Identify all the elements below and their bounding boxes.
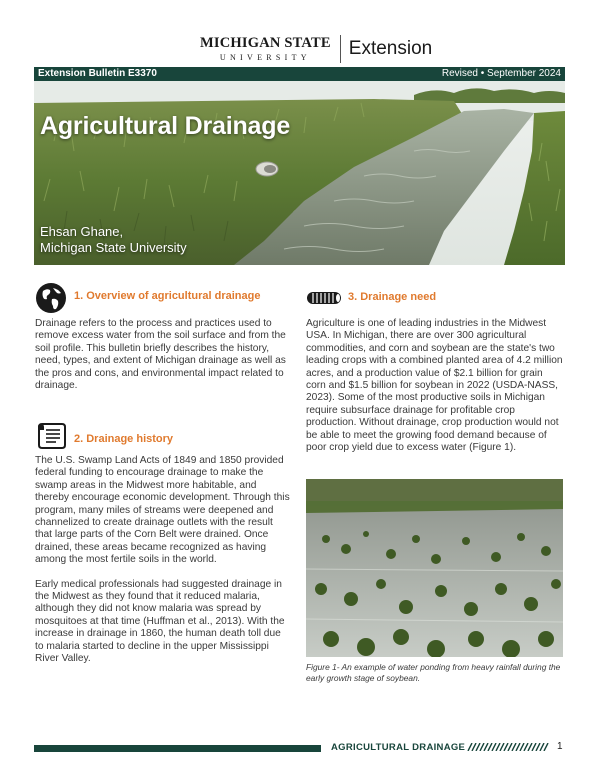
figure1-image: [306, 479, 563, 657]
msu-extension-logo: [200, 33, 432, 65]
flooded-soybean-field-photo: [306, 479, 563, 657]
section2-body: [35, 455, 291, 666]
bulletin-number: Extension Bulletin E3370: [38, 68, 157, 79]
footer-bar: [34, 745, 321, 752]
logo-line1: MICHIGAN STATE: [200, 35, 331, 52]
globe-icon: [35, 282, 67, 314]
footer-label: AGRICULTURAL DRAINAGE: [331, 742, 466, 753]
figure1-caption: Figure 1- An example of water ponding from heavy rainfall during the early growth stage of soybean.: [306, 662, 561, 683]
msu-wordmark: [200, 36, 331, 62]
section1-heading: 1. Overview of agricultural drainage: [74, 290, 261, 302]
author-affiliation: Michigan State University: [40, 240, 187, 255]
page-title: Agricultural Drainage: [40, 112, 291, 140]
section2-paragraph1: The U.S. Swamp Land Acts of 1849 and 1850 provided federal funding to encourage drainage to make the swamp areas in the Midwest more habitable, and thereby encourage economic development. Through this program, many miles of streams were deepened and channelized to create drainage outlets with the result that large parts of the Corn Belt were drained. Once drained, these areas became recognized as having among the most fertile soils in the world.: [35, 455, 290, 566]
footer-hatch-decoration: [466, 743, 550, 751]
section3-heading: 3. Drainage need: [348, 291, 437, 303]
section1-paragraph: Drainage refers to the process and practices used to remove excess water from the soil surface and from the soil profile. This bulletin briefly describes the history, need, types, and extent of Michigan drainage as well as the pros and cons, and environmental impact related to drainage.: [35, 318, 286, 392]
section2-heading: 2. Drainage history: [74, 433, 174, 445]
logo-line2: UNIVERSITY: [219, 52, 311, 62]
logo-extension: Extension: [348, 38, 433, 59]
logo-divider: [340, 35, 341, 63]
drain-pipe-icon: [306, 290, 342, 306]
section3-paragraph: Agriculture is one of leading industries in the Midwest USA. In Michigan, there are over 300 agricultural commodities, and corn and soybean are the state's two leading crops with a combined planted area of 4.2 million acres, and a production value of $2.1 billion for grain corn and $1.5 billion for soybean in 2022 (USDA-NASS, 2023). Some of the most productive soils in Michigan require subsurface drainage for profitable crop production. Without drainage, crop production would not be able to meet the growing food demand because of poor crop yield due to excess water (Figure 1).: [306, 318, 563, 454]
author: [40, 224, 187, 256]
page-number: 1: [557, 741, 563, 752]
bulletin-bar: [34, 67, 565, 81]
section3-body: [306, 318, 564, 454]
author-name: Ehsan Ghane,: [40, 224, 124, 239]
section1-body: [35, 318, 287, 392]
scroll-icon: [35, 422, 67, 450]
section2-paragraph2: Early medical professionals had suggested drainage in the Midwest as they found that it reduced malaria, although they did not know malaria was spread by mosquitoes at that time (Huffman et al., 2013). With the increase in drainage in 1860, the human death toll due to malaria started to decline in the upper Mississippi River Valley.: [35, 578, 285, 665]
revised-date: Revised • September 2024: [441, 68, 561, 79]
